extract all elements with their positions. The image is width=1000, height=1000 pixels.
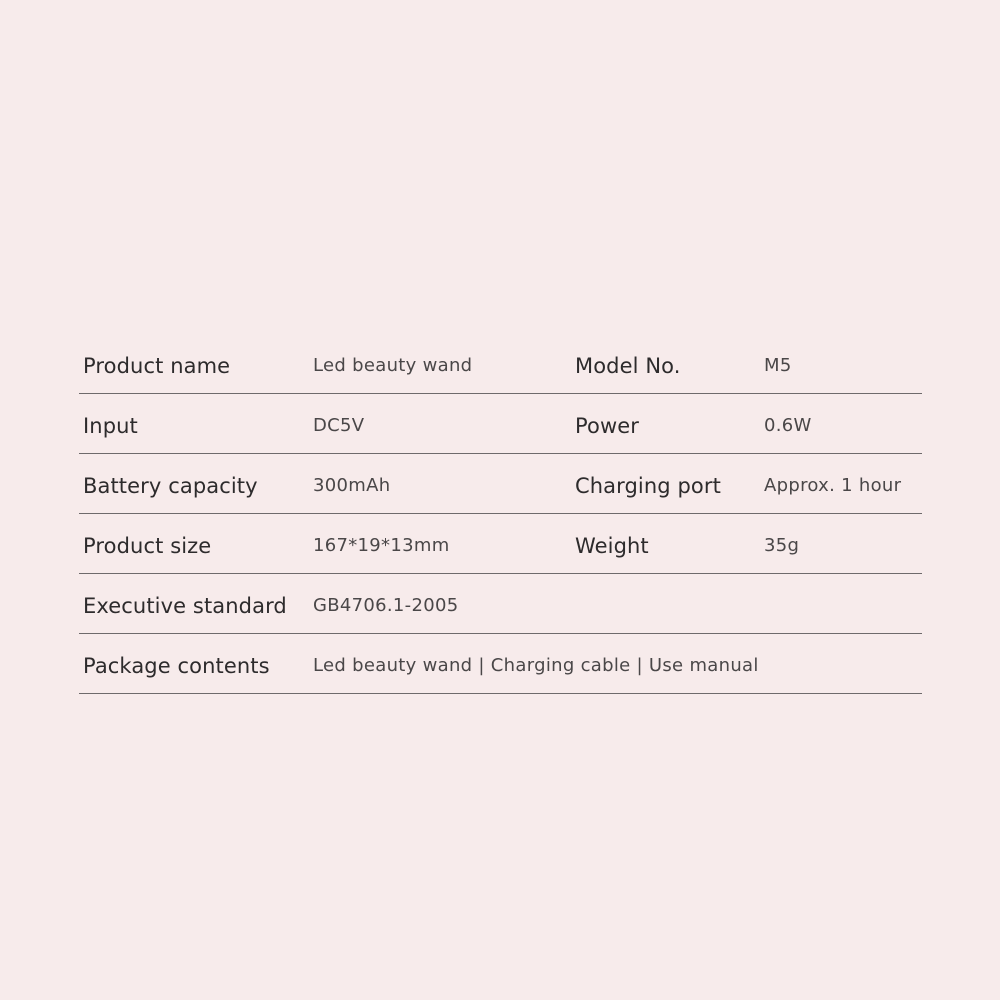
spec-value-model-no: M5 <box>764 355 792 376</box>
spec-value-executive-standard: GB4706.1-2005 <box>313 595 459 616</box>
spec-label-package-contents: Package contents <box>83 654 270 678</box>
spec-value-product-size: 167*19*13mm <box>313 535 450 556</box>
spec-label-input: Input <box>83 414 138 438</box>
spec-label-product-size: Product size <box>83 534 212 558</box>
spec-label-power: Power <box>575 414 639 438</box>
spec-label-battery-capacity: Battery capacity <box>83 474 258 498</box>
spec-value-battery-capacity: 300mAh <box>313 475 391 496</box>
spec-row-product-size <box>79 514 922 574</box>
spec-value-input: DC5V <box>313 415 365 436</box>
spec-value-power: 0.6W <box>764 415 812 436</box>
spec-row-input <box>79 394 922 454</box>
spec-row-executive-standard <box>79 574 922 634</box>
spec-value-product-name: Led beauty wand <box>313 355 473 376</box>
spec-label-charging-port: Charging port <box>575 474 721 498</box>
spec-label-executive-standard: Executive standard <box>83 594 287 618</box>
spec-value-charging-port: Approx. 1 hour <box>764 475 902 496</box>
spec-row-battery-capacity <box>79 454 922 514</box>
spec-value-package-contents: Led beauty wand | Charging cable | Use manual <box>313 655 759 676</box>
spec-value-weight: 35g <box>764 535 800 556</box>
spec-label-model-no: Model No. <box>575 354 681 378</box>
spec-row-product-name <box>79 334 922 394</box>
spec-label-product-name: Product name <box>83 354 231 378</box>
spec-table <box>79 334 922 694</box>
spec-row-package-contents <box>79 634 922 694</box>
spec-label-weight: Weight <box>575 534 649 558</box>
